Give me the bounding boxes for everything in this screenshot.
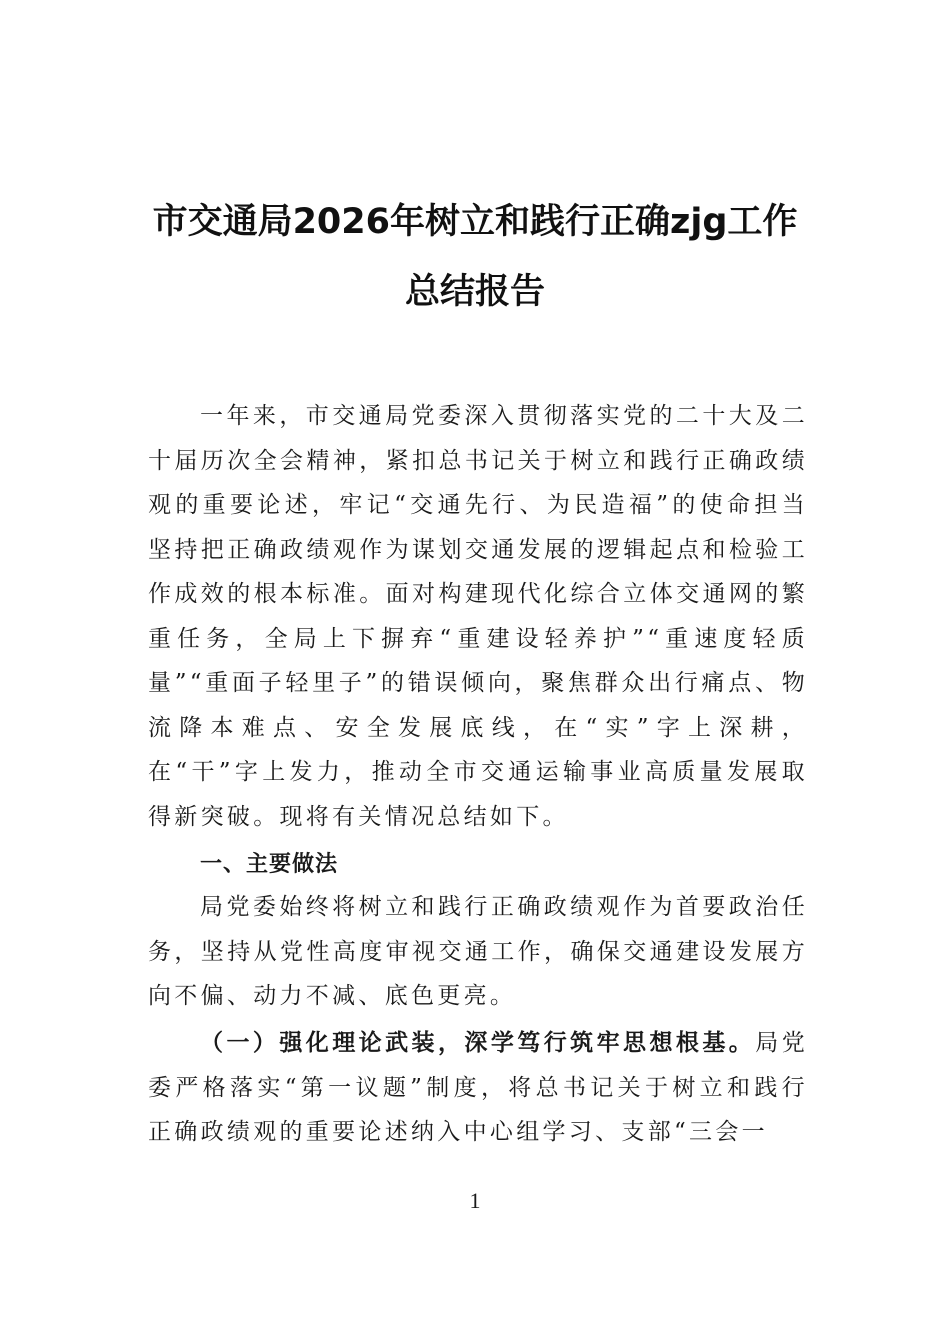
subsection-heading: （一）强化理论武装，深学笃行筑牢思想根基。: [200, 1029, 756, 1056]
document-title-line2: 总结报告: [404, 272, 545, 312]
subsection-paragraph: [148, 1021, 808, 1155]
section-heading-main-practices: 一、主要做法: [200, 852, 339, 877]
document-title-line1: 市交通局2026年树立和践行正确zjg工作: [152, 202, 798, 242]
page-number: 1: [469, 1188, 481, 1213]
section-intro-paragraph: 局党委始终将树立和践行正确政绩观作为首要政治任务，坚持从党性高度审视交通工作，确保交通建设发展方向不偏、动力不减、底色更亮。: [148, 894, 808, 1009]
intro-paragraph: 一年来，市交通局党委深入贯彻落实党的二十大及二十届历次全会精神，紧扣总书记关于树立和践行正确政绩观的重要论述，牢记“交通先行、为民造福”的使命担当坚持把正确政绩观作为谋划交通发展的逻辑起点和检验工作成效的根本标准。面对构建现代化综合立体交通网的繁重任务，全局上下摒弃“重建设轻养护”“重速度轻质量”“重面子轻里子”的错误倾向，聚焦群众出行痛点、物流降本难点、安全发展底线，在“实”字上深耕，在“干”字上发力，推动全市交通运输事业高质量发展取得新突破。现将有关情况总结如下。: [148, 403, 808, 830]
subsection-text: 局党委严格落实“第一议题”制度，将总书记关于树立和践行正确政绩观的重要论述纳入中心组学习、支部“三会一: [148, 1030, 808, 1145]
